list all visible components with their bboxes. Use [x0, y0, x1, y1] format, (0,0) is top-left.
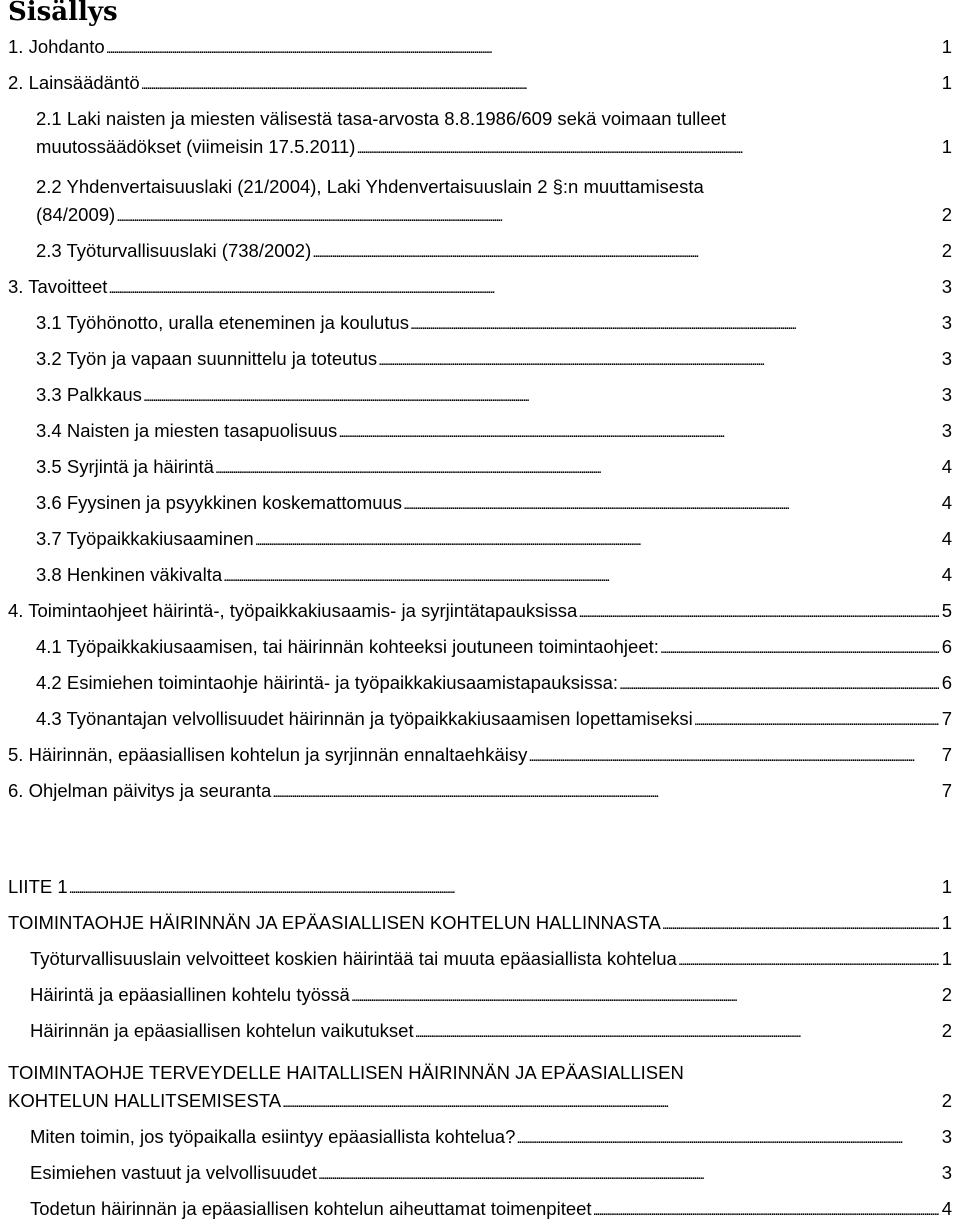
toc-page-number: 1 [941, 136, 952, 157]
dot-leader [272, 777, 939, 807]
toc-page-number: 3 [941, 348, 952, 369]
toc-entry-text: 3.8 Henkinen väkivalta [36, 564, 223, 585]
toc-entry-text: 2.3 Työturvallisuuslaki (738/2002) [36, 240, 312, 261]
toc-entry-text: 3.1 Työhönotto, uralla eteneminen ja koulutus [36, 312, 409, 333]
toc-line [8, 33, 952, 61]
toc-entry[interactable] [0, 906, 960, 942]
toc-page-number: 1 [941, 948, 952, 969]
toc-page-number: 1 [941, 72, 952, 93]
toc-line [8, 1087, 952, 1115]
dot-leader [694, 705, 939, 735]
dot-leader [678, 945, 939, 975]
toc-page-number: 2 [941, 1020, 952, 1041]
dot-leader [528, 741, 939, 771]
toc-entry-text: LIITE 1 [8, 876, 68, 897]
toc-entry-text: (84/2009) [36, 204, 116, 225]
toc-entry[interactable] [0, 170, 960, 226]
dot-leader [282, 1087, 939, 1117]
dot-leader [619, 669, 939, 699]
toc-entry-text: Miten toimin, jos työpaikalla esiintyy epäasiallista kohtelua? [30, 1126, 516, 1147]
dot-leader [660, 633, 939, 663]
toc-line [36, 489, 952, 517]
toc-title: Sisällys [8, 0, 118, 27]
toc-entry[interactable] [0, 102, 960, 158]
toc-line [36, 525, 952, 553]
toc-page-number: 2 [941, 984, 952, 1005]
dot-leader [116, 201, 939, 231]
toc-entry[interactable] [0, 522, 960, 558]
dot-leader [312, 237, 939, 267]
toc-entry[interactable] [0, 1156, 960, 1192]
toc-line [36, 133, 952, 161]
dot-leader [403, 489, 939, 519]
toc-page-number: 4 [941, 492, 952, 513]
dot-leader [143, 381, 939, 411]
toc-entry[interactable] [0, 342, 960, 378]
toc-entry[interactable] [0, 594, 960, 630]
toc-line [30, 1195, 952, 1223]
toc-entry-text: Esimiehen vastuut ja velvollisuudet [30, 1162, 317, 1183]
toc-entry[interactable] [0, 306, 960, 342]
toc-page-number: 3 [941, 1126, 952, 1147]
toc-page-number: 2 [941, 204, 952, 225]
toc-page-number: 1 [941, 912, 952, 933]
toc-line [8, 909, 952, 937]
toc-page-number: 2 [941, 1090, 952, 1111]
toc-line [8, 597, 952, 625]
toc-entry-text: 6. Ohjelman päivitys ja seuranta [8, 780, 272, 801]
toc-line [36, 381, 952, 409]
toc-line [36, 345, 952, 373]
toc-entry-text: 3.7 Työpaikkakiusaaminen [36, 528, 254, 549]
dot-leader [141, 69, 939, 99]
dot-leader [378, 345, 939, 375]
toc-line [30, 945, 952, 973]
toc-entry[interactable] [0, 630, 960, 666]
toc-page-number: 4 [941, 528, 952, 549]
dot-leader [516, 1123, 939, 1153]
toc-line [36, 417, 952, 445]
toc-line [36, 705, 952, 733]
dot-leader [662, 909, 939, 939]
dot-leader [108, 273, 939, 303]
toc-line [30, 1159, 952, 1187]
toc-line [36, 669, 952, 697]
toc-entry-text: 3.4 Naisten ja miesten tasapuolisuus [36, 420, 338, 441]
toc-page-number: 4 [941, 1198, 952, 1219]
toc-entry-text-line1: TOIMINTAOHJE TERVEYDELLE HAITALLISEN HÄIRINNÄN JA EPÄASIALLISEN [8, 1062, 684, 1083]
toc-page-number: 5 [941, 600, 952, 621]
toc-page-number: 3 [941, 312, 952, 333]
toc-line [36, 201, 952, 229]
toc-entry-text: TOIMINTAOHJE HÄIRINNÄN JA EPÄASIALLISEN KOHTELUN HALLINNASTA [8, 912, 661, 933]
toc-entry[interactable] [0, 378, 960, 414]
toc-page-number: 7 [941, 780, 952, 801]
toc-entry-text: Häirintä ja epäasiallinen kohtelu työssä [30, 984, 350, 1005]
toc-entry-text: muutossäädökset (viimeisin 17.5.2011) [36, 136, 356, 157]
toc-page-number: 7 [941, 744, 952, 765]
toc-entry-text-line1: 2.2 Yhdenvertaisuuslaki (21/2004), Laki Yhdenvertaisuuslain 2 §:n muuttamisesta [36, 176, 704, 197]
toc-entry-text: 4.2 Esimiehen toimintaohje häirintä- ja työpaikkakiusaamistapauksissa: [36, 672, 619, 693]
toc-line [30, 1123, 952, 1151]
toc-entry[interactable] [0, 666, 960, 702]
dot-leader [318, 1159, 939, 1189]
toc-line [8, 873, 952, 901]
toc-entry[interactable] [0, 1014, 960, 1050]
toc-entry-text: 4.1 Työpaikkakiusaamisen, tai häirinnän kohteeksi joutuneen toimintaohjeet: [36, 636, 659, 657]
toc-page-number: 6 [941, 672, 952, 693]
dot-leader [255, 525, 939, 555]
toc-page-number: 4 [941, 564, 952, 585]
toc-entry[interactable] [0, 1056, 960, 1112]
toc-entry-text: 3.5 Syrjintä ja häirintä [36, 456, 214, 477]
toc-line [36, 237, 952, 265]
toc-page-number: 7 [941, 708, 952, 729]
toc-entry[interactable] [0, 1192, 960, 1228]
toc-entry-text: Todetun häirinnän ja epäasiallisen kohtelun aiheuttamat toimenpiteet [30, 1198, 592, 1219]
toc-page-number: 3 [941, 1162, 952, 1183]
toc-page-number: 2 [941, 240, 952, 261]
toc-line [36, 633, 952, 661]
toc-page-number: 4 [941, 456, 952, 477]
toc-page-number: 1 [941, 876, 952, 897]
dot-leader [223, 561, 939, 591]
toc-page-number: 6 [941, 636, 952, 657]
toc-entry[interactable] [0, 942, 960, 978]
dot-leader [351, 981, 939, 1011]
toc-entry-text: 3.2 Työn ja vapaan suunnittelu ja toteutus [36, 348, 378, 369]
dot-leader [338, 417, 939, 447]
toc-entry[interactable] [0, 30, 960, 66]
toc-entry-text: 3.3 Palkkaus [36, 384, 142, 405]
toc-entry-text: KOHTELUN HALLITSEMISESTA [8, 1090, 282, 1111]
dot-leader [69, 873, 939, 903]
dot-leader [578, 597, 939, 627]
toc-entry[interactable] [0, 270, 960, 306]
toc-entry[interactable] [0, 702, 960, 738]
toc-entry[interactable] [0, 558, 960, 594]
toc-page-number: 1 [941, 36, 952, 57]
toc-entry-text: Työturvallisuuslain velvoitteet koskien häirintää tai muuta epäasiallista kohtelua [30, 948, 677, 969]
toc-entry[interactable] [0, 738, 960, 774]
toc-entry[interactable] [0, 870, 960, 906]
toc-line [8, 741, 952, 769]
toc-line [36, 453, 952, 481]
toc-entry[interactable] [0, 450, 960, 486]
toc-page-number: 3 [941, 276, 952, 297]
toc-entry-text-line1: 2.1 Laki naisten ja miesten välisestä tasa-arvosta 8.8.1986/609 sekä voimaan tulleet [36, 108, 727, 129]
toc-line [30, 1017, 952, 1045]
toc-entry-text: 4. Toimintaohjeet häirintä-, työpaikkakiusaamis- ja syrjintätapauksissa [8, 600, 578, 621]
toc-line [36, 309, 952, 337]
toc-entry[interactable] [0, 66, 960, 102]
toc-line [8, 777, 952, 805]
toc-entry[interactable] [0, 414, 960, 450]
dot-leader [410, 309, 939, 339]
toc-entry[interactable] [0, 774, 960, 810]
dot-leader [356, 133, 939, 163]
toc-entry[interactable] [0, 1120, 960, 1156]
toc-entry-text: 4.3 Työnantajan velvollisuudet häirinnän ja työpaikkakiusaamisen lopettamiseksi [36, 708, 693, 729]
toc-entry-text: 3.6 Fyysinen ja psyykkinen koskemattomuus [36, 492, 403, 513]
toc-page-number: 3 [941, 384, 952, 405]
toc-entry-text: 3. Tavoitteet [8, 276, 108, 297]
toc-entry[interactable] [0, 978, 960, 1014]
toc-entry-text: 1. Johdanto [8, 36, 105, 57]
toc-entry[interactable] [0, 234, 960, 270]
dot-leader [593, 1195, 939, 1225]
toc-entry-text: 5. Häirinnän, epäasiallisen kohtelun ja syrjinnän ennaltaehkäisy [8, 744, 528, 765]
toc-entry-text: 2. Lainsäädäntö [8, 72, 140, 93]
toc-page-number: 3 [941, 420, 952, 441]
toc-line [8, 69, 952, 97]
toc-entry[interactable] [0, 486, 960, 522]
toc-line [30, 981, 952, 1009]
toc-line [8, 273, 952, 301]
toc-line [36, 561, 952, 589]
dot-leader [106, 33, 939, 63]
dot-leader [415, 1017, 939, 1047]
dot-leader [215, 453, 939, 483]
toc-entry-text: Häirinnän ja epäasiallisen kohtelun vaikutukset [30, 1020, 414, 1041]
